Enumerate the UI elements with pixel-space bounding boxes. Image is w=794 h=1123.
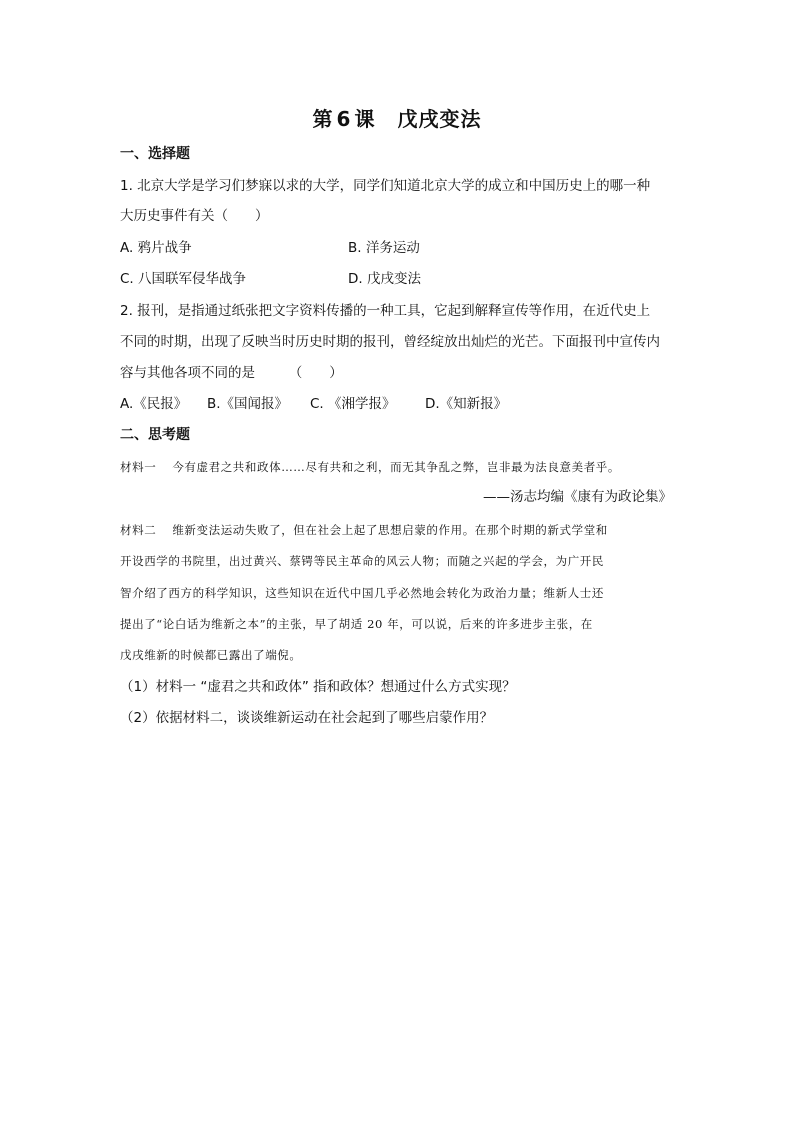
- q2-line2: 不同的时期，出现了反映当时历史时期的报刊，曾经绽放出灿烂的光芒。下面报刊中宣传内: [120, 334, 660, 350]
- material2-label: 材料二: [120, 523, 157, 537]
- q2-option-d: D.《知新报》: [425, 396, 508, 412]
- question-2: （2）依据材料二，谈谈维新运动在社会起到了哪些启蒙作用？: [120, 710, 494, 726]
- material1-text: 今有虚君之共和政体……尽有共和之利，而无其争乱之弊，岂非最为法良意美者乎。: [172, 460, 621, 474]
- section2-heading: 二、思考题: [120, 427, 190, 443]
- material2-line2: 开设西学的书院里，出过黄兴、蔡锷等民主革命的风云人物；而随之兴起的学会，为广开民: [120, 554, 604, 568]
- q2-option-b: B.《国闻报》: [207, 396, 289, 412]
- question-1: （1）材料一 “虚君之共和政体” 指和政体？想通过什么方式实现？: [120, 679, 516, 695]
- q2-option-a: A.《民报》: [120, 396, 188, 412]
- title-number: 6: [336, 107, 352, 131]
- title-lesson: 课: [354, 107, 376, 131]
- q1-option-d: D. 戊戌变法: [348, 271, 421, 287]
- q1-option-c: C. 八国联军侵华战争: [120, 271, 247, 287]
- material1-label: 材料一: [120, 460, 157, 474]
- page-title: [0, 106, 794, 132]
- section1-heading: 一、选择题: [120, 146, 190, 162]
- material2-line1: 维新变法运动失败了，但在社会上起了思想启蒙的作用。在那个时期的新式学堂和: [172, 523, 608, 537]
- q2-line1: 2. 报刊，是指通过纸张把文字资料传播的一种工具，它起到解释宣传等作用，在近代史上: [120, 303, 651, 319]
- q1-option-b: B. 洋务运动: [348, 240, 420, 256]
- material2-line1-row: [120, 521, 608, 539]
- material2-line3: 智介绍了西方的科学知识，这些知识在近代中国几乎必然地会转化为政治力量；维新人士还: [120, 586, 604, 600]
- material2-line4: 提出了“论白话为维新之本”的主张，早了胡适 20 年，可以说，后来的许多进步主张，在: [120, 617, 593, 631]
- title-prefix: 第: [312, 107, 334, 131]
- q1-option-a: A. 鸦片战争: [120, 240, 192, 256]
- q1-line1: 1. 北京大学是学习们梦寐以求的大学，同学们知道北京大学的成立和中国历史上的哪一种: [120, 178, 651, 194]
- material2-line5: 戊戌维新的时候都已露出了端倪。: [120, 648, 302, 662]
- material1-source: ——汤志均编《康有为政论集》: [483, 489, 672, 505]
- q1-line2: 大历史事件有关（ ）: [120, 208, 269, 224]
- title-topic: 戊戌变法: [397, 107, 482, 131]
- q2-line3: 容与其他各项不同的是 （ ）: [120, 365, 343, 381]
- material1: [120, 458, 620, 476]
- q2-option-c: C. 《湘学报》: [310, 396, 396, 412]
